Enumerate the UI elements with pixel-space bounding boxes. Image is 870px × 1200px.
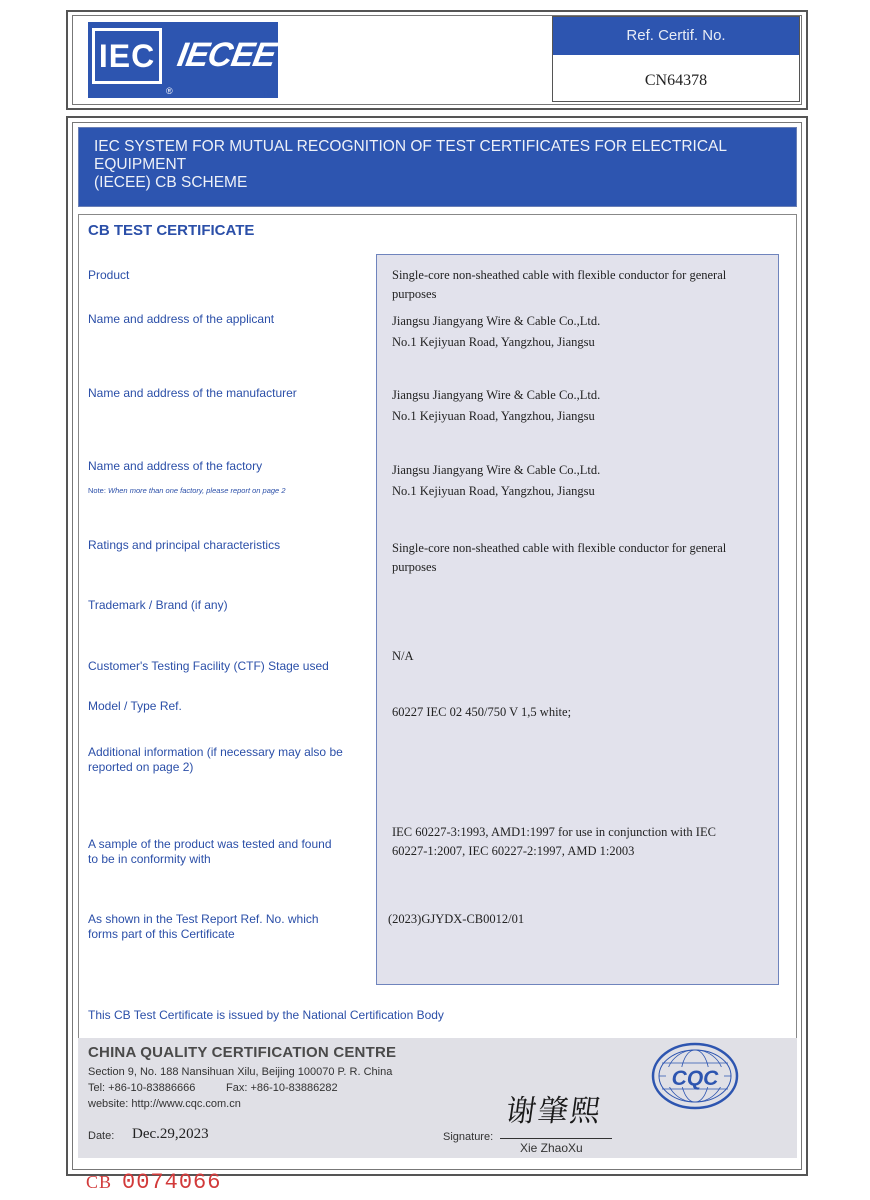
signatory-name: Xie ZhaoXu xyxy=(520,1141,583,1155)
factory-note-prefix: Note: xyxy=(88,486,109,495)
value-panel xyxy=(376,254,779,985)
conformity-label xyxy=(88,837,358,866)
factory-name: Jiangsu Jiangyang Wire & Cable Co.,Ltd. xyxy=(392,463,601,477)
factory-address: No.1 Kejiyuan Road, Yangzhou, Jiangsu xyxy=(392,484,595,498)
scheme-title xyxy=(94,138,794,192)
product-value-line1: Single-core non-sheathed cable with flexible conductor for general xyxy=(392,268,727,282)
conformity-value xyxy=(392,823,716,861)
issuer-fax: Fax: +86-10-83886282 xyxy=(226,1082,338,1094)
product-label: Product xyxy=(88,268,130,282)
certificate-title: CB TEST CERTIFICATE xyxy=(88,222,255,239)
product-value xyxy=(392,266,768,304)
factory-note-text: When more than one factory, please report on page 2 xyxy=(108,486,286,495)
manufacturer-address: No.1 Kejiyuan Road, Yangzhou, Jiangsu xyxy=(392,409,595,423)
issuer-tel: Tel: +86-10-83886666 xyxy=(88,1082,196,1094)
serial-number xyxy=(86,1170,221,1195)
signature-label: Signature: xyxy=(443,1131,494,1143)
conformity-value-line1: IEC 60227-3:1993, AMD1:1997 for use in conjunction with IEC xyxy=(392,825,716,839)
iec-logo-text: IEC xyxy=(92,28,162,84)
issuer-address: Section 9, No. 188 Nansihuan Xilu, Beijing 100070 P. R. China xyxy=(88,1066,393,1078)
serial-prefix: CB xyxy=(86,1172,113,1192)
ctf-value: N/A xyxy=(392,649,414,663)
iecee-logo-text: IECEE xyxy=(174,36,279,74)
ratings-value-line1: Single-core non-sheathed cable with flexible conductor for general xyxy=(392,541,727,555)
manufacturer-label: Name and address of the manufacturer xyxy=(88,386,297,400)
factory-label: Name and address of the factory xyxy=(88,459,263,473)
report-label xyxy=(88,912,358,941)
additional-label-line1: Additional information (if necessary may also be xyxy=(88,745,343,759)
factory-value xyxy=(392,461,600,501)
product-value-line2: purposes xyxy=(392,287,437,301)
ratings-value-line2: purposes xyxy=(392,560,437,574)
cqc-logo xyxy=(650,1040,740,1116)
applicant-value xyxy=(392,312,600,352)
ref-certificate-label: Ref. Certif. No. xyxy=(553,17,799,55)
scheme-title-line1: IEC SYSTEM FOR MUTUAL RECOGNITION OF TEST CERTIFICATES FOR ELECTRICAL EQUIPMENT xyxy=(94,138,727,173)
issuer-website: website: http://www.cqc.com.cn xyxy=(88,1098,241,1110)
conformity-value-line2: 60227-1:2007, IEC 60227-2:1997, AMD 1:2003 xyxy=(392,844,635,858)
ratings-label: Ratings and principal characteristics xyxy=(88,538,281,552)
trademark-label: Trademark / Brand (if any) xyxy=(88,598,228,612)
ratings-value xyxy=(392,539,726,577)
factory-note xyxy=(88,486,286,495)
issuer-name: CHINA QUALITY CERTIFICATION CENTRE xyxy=(88,1044,397,1061)
handwritten-signature: 谢肇熙 xyxy=(503,1094,605,1129)
scheme-title-line2: (IECEE) CB SCHEME xyxy=(94,174,248,191)
registered-mark: ® xyxy=(166,86,173,96)
manufacturer-name: Jiangsu Jiangyang Wire & Cable Co.,Ltd. xyxy=(392,388,601,402)
ref-certificate-number: CN64378 xyxy=(644,72,708,89)
trademark-mark: TM xyxy=(262,89,274,98)
cqc-logo-text: CQC xyxy=(671,1067,719,1090)
issued-by-statement: This CB Test Certificate is issued by the National Certification Body xyxy=(88,1008,444,1022)
applicant-address: No.1 Kejiyuan Road, Yangzhou, Jiangsu xyxy=(392,335,595,349)
date-label: Date: xyxy=(88,1130,115,1142)
applicant-label: Name and address of the applicant xyxy=(88,312,275,326)
ctf-label: Customer's Testing Facility (CTF) Stage used xyxy=(88,659,329,673)
manufacturer-value xyxy=(392,386,600,426)
report-label-line1: As shown in the Test Report Ref. No. which xyxy=(88,912,319,926)
conformity-label-line1: A sample of the product was tested and found xyxy=(88,837,332,851)
serial-digits: 0074066 xyxy=(122,1170,222,1195)
report-label-line2: forms part of this Certificate xyxy=(88,926,235,941)
applicant-name: Jiangsu Jiangyang Wire & Cable Co.,Ltd. xyxy=(392,314,601,328)
additional-label-line2: reported on page 2) xyxy=(88,759,194,774)
report-value: (2023)GJYDX-CB0012/01 xyxy=(388,912,525,926)
date-value: Dec.29,2023 xyxy=(132,1126,209,1142)
additional-label xyxy=(88,745,358,774)
conformity-label-line2: to be in conformity with xyxy=(88,851,211,866)
model-label: Model / Type Ref. xyxy=(88,699,182,713)
signature-line xyxy=(500,1138,612,1139)
model-value: 60227 IEC 02 450/750 V 1,5 white; xyxy=(392,705,572,719)
